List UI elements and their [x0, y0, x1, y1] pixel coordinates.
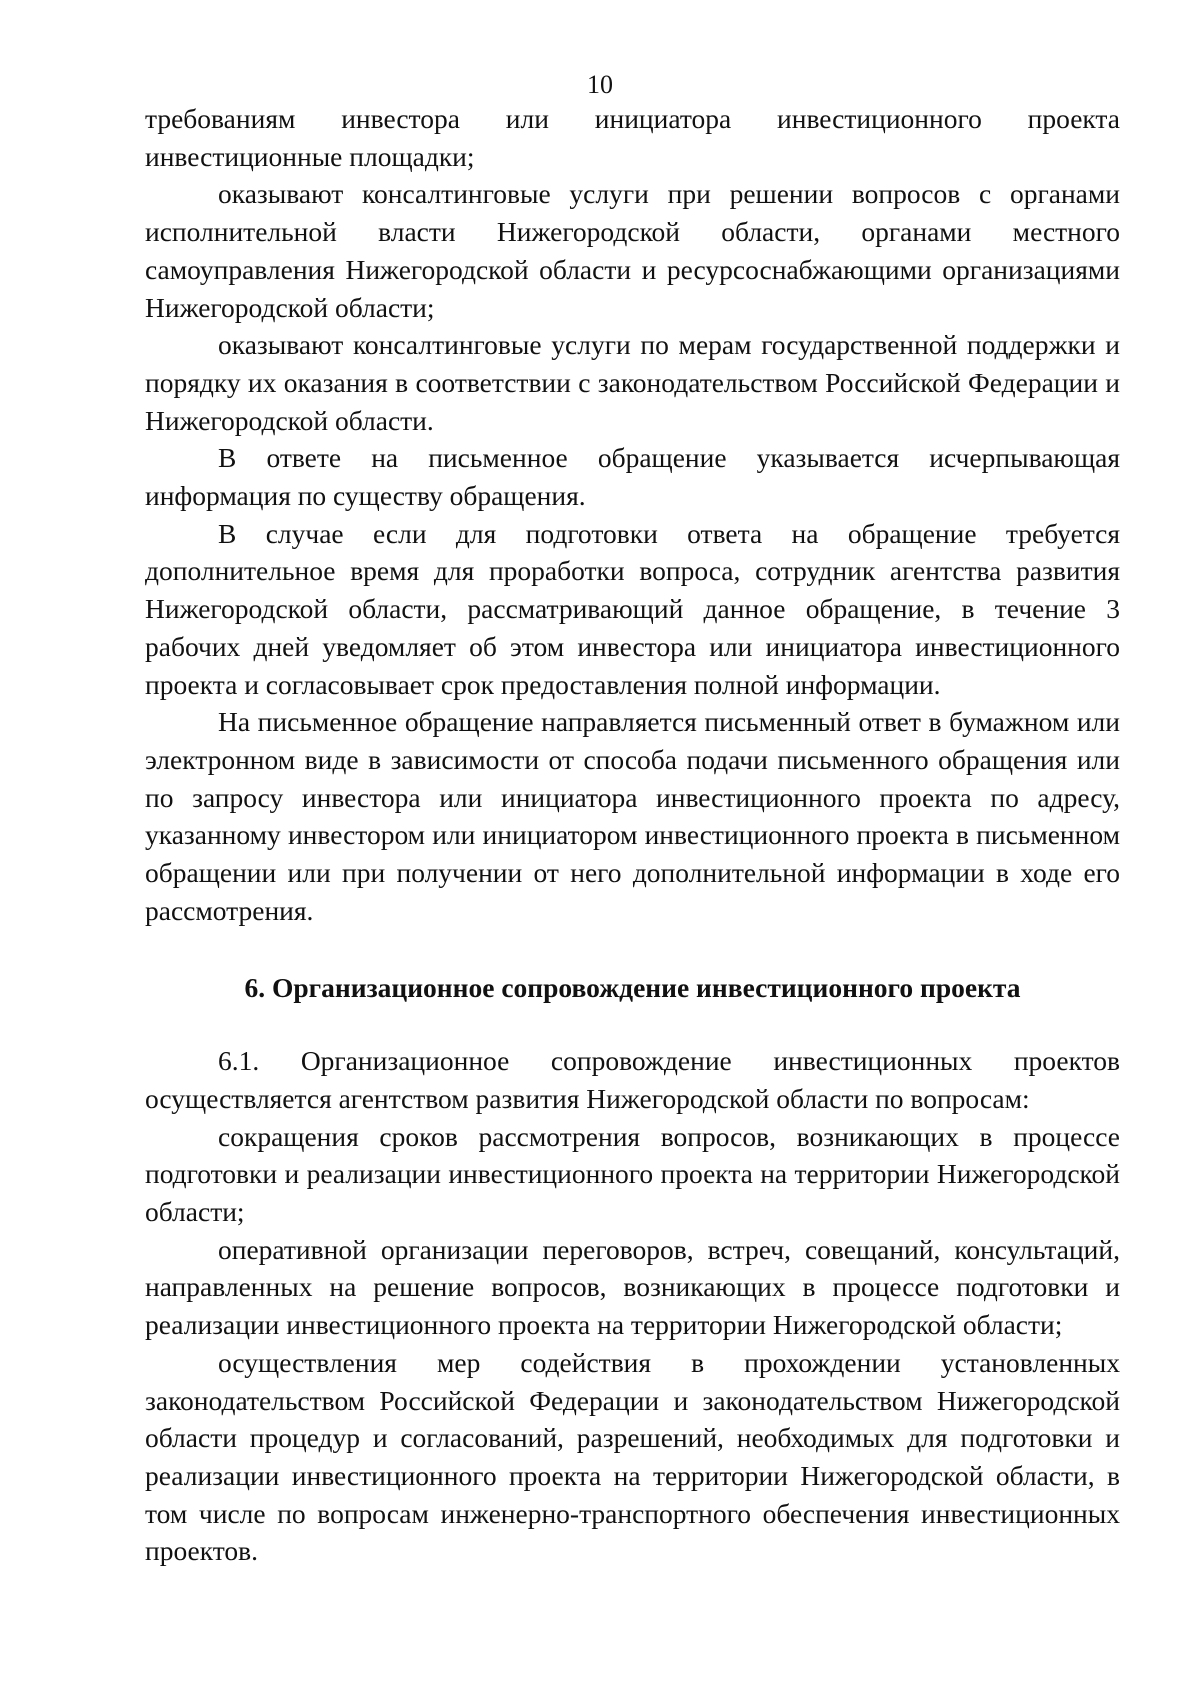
- paragraph: оперативной организации переговоров, встреч, совещаний, консультаций, направленных на решение вопросов, возникающих в процессе подготовки и реализации инвестиционного проекта на территории Нижегородской области;: [145, 1233, 1120, 1341]
- section-heading: 6. Организационное сопровождение инвестиционного проекта: [244, 972, 1021, 1004]
- paragraph: В ответе на письменное обращение указывается исчерпывающая информация по существу обращения.: [145, 442, 1120, 512]
- paragraph: 6.1. Организационное сопровождение инвестиционных проектов осуществляется агентством развития Нижегородской области по вопросам:: [145, 1045, 1120, 1114]
- paragraph: В случае если для подготовки ответа на обращение требуется дополнительное время для проработки вопроса, сотрудник агентства развития Нижегородской области, рассматривающий данное обращение, в течение 3 рабочих дней уведомляет об этом инвестора или инициатора инвестиционного проекта и согласовывает срок предоставления полной информации.: [145, 517, 1120, 700]
- page-number: 10: [587, 70, 613, 99]
- paragraph: оказывают консалтинговые услуги при решении вопросов с органами исполнительной власти Нижегородской области, органами местного самоуправления Нижегородской области и ресурсоснабжающими организациями Нижегородской области;: [145, 178, 1120, 323]
- document-body: [145, 100, 1120, 1570]
- paragraph: На письменное обращение направляется письменный ответ в бумажном или электронном виде в зависимости от способа подачи письменного обращения или по запросу инвестора или инициатора инвестиционного проекта по адресу, указанному инвестором или инициатором инвестиционного проекта в письменном обращении или при получении от него дополнительной информации в ходе его рассмотрения.: [145, 706, 1120, 926]
- paragraph: оказывают консалтинговые услуги по мерам государственной поддержки и порядку их оказания в соответствии с законодательством Российской Федерации и Нижегородской области.: [145, 329, 1120, 436]
- paragraph: сокращения сроков рассмотрения вопросов, возникающих в процессе подготовки и реализации инвестиционного проекта на территории Нижегородской области;: [145, 1120, 1120, 1227]
- paragraph-continuation: требованиям инвестора или инициатора инвестиционного проекта инвестиционные площадки;: [145, 103, 1120, 172]
- paragraph: осуществления мер содействия в прохождении установленных законодательством Российской Федерации и законодательством Нижегородской области процедур и согласований, разрешений, необходимых для подготовки и реализации инвестиционного проекта на территории Нижегородской области, в том числе по вопросам инженерно-транспортного обеспечения инвестиционных проектов.: [145, 1346, 1120, 1567]
